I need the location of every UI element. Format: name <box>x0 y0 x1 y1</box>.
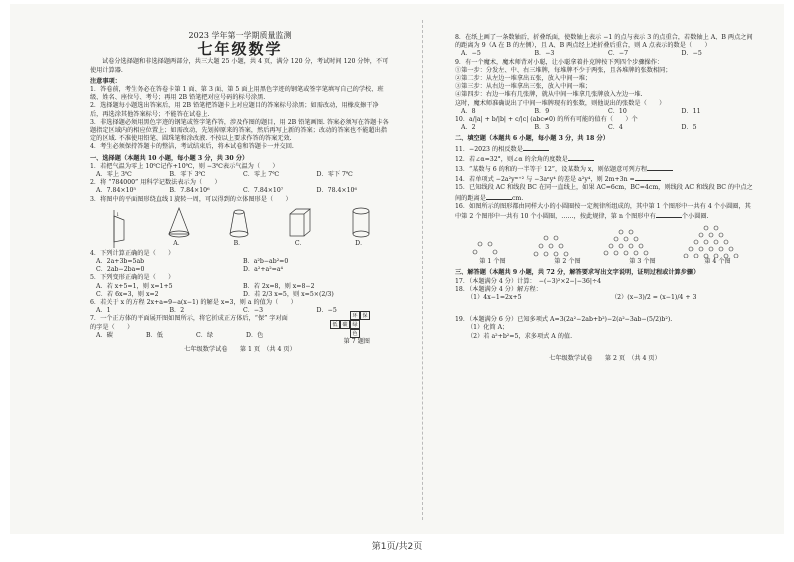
question-text: 10．a/|a| + b/|b| + c/|c| (abc≠0) 的所有可能的值有（ ）个 <box>455 116 638 124</box>
option-b: B．a²b−ab²=0 <box>243 258 289 266</box>
pattern-1-icon <box>470 238 500 258</box>
question-4 <box>90 250 390 275</box>
question-text: 7．一个正方体的平面展开图如图所示，将它折成正方体后，“保” 字对面的字是（ ） <box>90 315 288 331</box>
question-text: 6．若关于 x 的方程 2x+a=9−a(x−1) 的解是 x=3，则 a 的值为（ ） <box>90 299 297 307</box>
question-18: 18．（本题满分 4 分）解方程： <box>455 285 542 293</box>
exam-sheet <box>10 4 784 534</box>
option-d: D．色 <box>246 331 264 339</box>
option-a: A．若 x+5=1，则 x=1+5 <box>96 282 173 290</box>
option-c: C．若 6x=3，则 x=2 <box>96 290 159 298</box>
question-text: 13．“某数与 6 的和的一半等于 12”，设某数为 x，则依题意可列方程 <box>455 166 648 174</box>
notice-title: 注意事项： <box>90 77 121 85</box>
exam-subject-title: 七年级数学 <box>197 40 283 59</box>
net-cell: 低 <box>330 320 340 329</box>
question-text: 16．如图所示的图形都由同样大小的小圆圈按一定规律所组成的，其中第 1 个图形中一共有 4 个小圆圈，其中第 2 个图形中一共有 10 个小圆圈，……，按此规律，第 n 个图形中有 <box>455 202 751 221</box>
pattern-label: 第 1 个图 <box>479 258 506 266</box>
option-b: B．若 2x=8，则 x=8−2 <box>243 282 315 290</box>
pattern-2-icon <box>531 234 571 258</box>
question-text: 15．已知线段 AC 和线段 BC 在同一直线上，如果 AC=6cm，BC=4cm，则线段 AC 和线段 BC 的中点之间的距离是 <box>455 184 753 202</box>
page-divider <box>422 20 423 520</box>
option-d: D．零下 7℃ <box>316 171 353 179</box>
question-9 <box>455 59 755 116</box>
answer-blank <box>656 211 682 218</box>
option-b: B．−3 <box>534 50 555 58</box>
notice-4: 4．考生必须保持答题卡的整洁，考试结束后，将本试卷和答题卡一并交回. <box>90 143 294 151</box>
answer-blank <box>635 174 661 181</box>
option-a: A．2 <box>461 124 476 132</box>
option-d: D．11 <box>681 107 701 115</box>
answer-blank <box>647 164 673 171</box>
cube-net-figure <box>326 311 370 346</box>
option-c: C．10 <box>608 107 627 115</box>
question-19: 19．（本题满分 6 分）已知多项式 A=3(2a²−2ab+b²)−2(a²−3ab−(5/2)b²). <box>455 316 673 324</box>
option-a: A．7.84×10⁵ <box>96 187 136 195</box>
frustum-icon <box>227 206 251 240</box>
q19-part-2: （2）若 a²+b²=5，求多项式 A 的值. <box>467 332 573 340</box>
q19-part-1: （1）化简 A； <box>467 324 509 332</box>
page-footer: 七年级数学试卷 第 2 页 （共 4 页） <box>549 354 661 362</box>
answer-blank <box>523 144 549 151</box>
question-14 <box>455 174 755 184</box>
q18-part-2: （2）(x−3)/2 = (x−1)/4 + 3 <box>611 294 697 302</box>
rotation-shape-figure <box>108 210 130 248</box>
page-right <box>455 34 755 363</box>
step-3: ③第三步：从右边一堆拿出三张，放入中间一堆； <box>455 83 592 91</box>
option-d: D．−5 <box>681 50 702 58</box>
prism-icon <box>287 206 313 240</box>
option-c: C．2ab−2ba=0 <box>96 266 145 274</box>
net-cell: 碳 <box>340 320 350 329</box>
option-a: A．−5 <box>461 50 481 58</box>
question-13 <box>455 164 755 174</box>
question-text: 3．将图中的平面图形绕直线 l 旋转一周，可以得到的立体图形是（ ） <box>90 195 292 203</box>
svg-text:l: l <box>117 211 119 218</box>
option-b: B．零下 3℃ <box>169 171 206 179</box>
section-2-title: 二、填空题（本题共 6 小题，每小题 3 分，共 18 分） <box>455 135 609 143</box>
section-1-title: 一、选择题（本题共 10 小题，每小题 3 分，共 30 分） <box>90 154 249 162</box>
question-text: 12．若∠α=32°，则∠α 的余角的度数是 <box>455 155 568 163</box>
option-b: B．7.84×10⁶ <box>169 187 210 195</box>
question-11 <box>455 144 755 154</box>
question-10 <box>455 116 755 132</box>
cylinder-icon <box>350 206 372 240</box>
step-2: ②第二步：从左边一堆拿出五张，放入中间一堆； <box>455 75 592 83</box>
option-d: D．a²+a²=a⁴ <box>243 266 284 274</box>
q18-part-1: （1）4x−1=2x+5 <box>467 294 522 302</box>
question-end: 这时，魔术师准确说出了中间一堆牌现有的张数，则他说出的张数是（ ） <box>455 99 666 107</box>
option-label: D． <box>355 239 367 247</box>
notice-2: 2．选择题每小题选出答案后，用 2B 铅笔把答题卡上对应题目的答案标号涂黑；如需改动，用橡皮擦干净后，再选涂其他答案标号；不能答在试卷上. <box>90 102 379 118</box>
question-text: 1．若把气温为零上 10℃记作+10℃，则 −3℃表示气温为（ ） <box>90 162 279 170</box>
notice-3: 3．非选择题必须用黑色字迹的钢笔或签字笔作答，涉及作图的题目，用 2B 铅笔画图. 答案必须写在答题卡各题指定区域内的相应位置上；如需改动，先划掉原来的答案，然后再写上新的答案；改动的答案也不能超出指定的区域. 不准使用铅笔、圆珠笔和涂改液. 不按以上要求作答的答案无效. <box>90 118 389 143</box>
notice-1: 1．答卷前，考生务必在答卷卡第 1 面、第 3 面、第 5 面上用黑色字迹的钢笔或签字笔填写自己的学校、班级、姓名、座位号、考号；再用 2B 铅笔把对应号码的标号涂黑. <box>90 86 384 102</box>
page-footer: 七年级数学试卷 第 1 页 （共 4 页） <box>184 346 296 354</box>
question-text: 11．−2023 的相反数是 <box>455 145 523 153</box>
prism-option <box>287 206 313 248</box>
option-d: D．78.4×10⁶ <box>316 187 357 195</box>
page-left <box>90 4 390 354</box>
pattern-4-icon <box>682 224 740 258</box>
net-cell: 绿 <box>350 320 360 329</box>
pattern-label: 第 4 个图 <box>704 258 731 266</box>
question-text: 9．有一个魔术，魔术师背对小聪，让小聪拿着扑克牌按下列四个步骤操作： <box>455 58 664 66</box>
net-cell: 环 <box>350 311 360 320</box>
answer-blank <box>486 193 512 200</box>
pattern-label: 第 3 个图 <box>629 258 656 266</box>
option-c: C．4 <box>608 124 623 132</box>
question-17: 17．（本题满分 4 分）计算： −(−3)²×2−|−36|÷4 <box>455 277 602 285</box>
option-c: C．零上 7℃ <box>243 171 280 179</box>
option-a: A．碳 <box>96 331 113 339</box>
option-c: C．−7 <box>608 50 629 58</box>
option-a: A．1 <box>96 307 111 315</box>
option-b: B．9 <box>534 107 550 115</box>
cone-option <box>167 206 191 248</box>
question-15 <box>455 184 755 202</box>
question-1 <box>90 163 390 179</box>
circle-pattern-figure <box>455 224 755 258</box>
option-label: C． <box>294 239 306 247</box>
question-text: 2．将 “784000” 用科学记数法表示为（ ） <box>90 179 221 187</box>
question-text: 8．在纸上画了一条数轴后，折叠纸面，使数轴上表示 −1 的点与表示 3 的点重合，若数轴上 A、B 两点之间的距离为 9（A 在 B 的左侧），且 A、B 两点经上述折叠后重合，则 A 点表示的数是（ ） <box>455 34 753 50</box>
section-3-title: 三、解答题（本题共 9 小题，共 72 分，解答要求写出文字说明，证明过程或计算步骤） <box>455 269 700 277</box>
pattern-label: 第 2 个图 <box>554 258 581 266</box>
question-text: 5．下列变形正确的是（ ） <box>90 274 175 282</box>
question-text: 14．若单项式 −2a²yᵐ⁺² 与 −3aⁿy⁴ 的差是 a²y⁴，则 2m+3n = <box>455 176 635 184</box>
frustum-option <box>227 206 251 248</box>
option-d: D．−5 <box>316 307 337 315</box>
answer-blank <box>568 154 594 161</box>
unit-text: cm. <box>511 194 524 202</box>
step-4: ④第四步：右边一堆有几张牌，就从中间一堆拿几张牌放入左边一堆. <box>455 91 643 99</box>
option-label: A． <box>173 239 184 247</box>
page-indicator: 第1页/共2页 <box>0 534 794 562</box>
option-c: C．7.84×10⁷ <box>243 187 284 195</box>
option-d: D．若 2/3 x=5，则 x=5×(2/3) <box>243 290 334 298</box>
intro-text: 试卷分选择题和非选择题两部分，共三大题 25 小题，共 4 页，满分 120 分，考试时间 120 分钟，不可使用计算器. <box>90 58 389 74</box>
option-c: C．−3 <box>243 307 264 315</box>
step-1: ①第一步：分发左、中、右三堆牌，每堆牌不少于两张，且各堆牌的张数相同； <box>455 66 672 74</box>
figure-caption: 第 7 题图 <box>343 338 370 346</box>
question-12 <box>455 154 755 164</box>
question-7 <box>90 313 390 346</box>
cone-icon <box>167 206 191 240</box>
option-c: C．绿 <box>196 331 214 339</box>
pattern-3-icon <box>601 228 651 258</box>
exam-year-title: 2023 学年第一学期质量监测 <box>188 31 292 40</box>
unit-text: 个小圆圈. <box>681 213 709 221</box>
question-8 <box>455 34 755 59</box>
cylinder-option <box>350 206 372 248</box>
option-b: B．低 <box>146 331 163 339</box>
option-d: D．5 <box>681 124 697 132</box>
question-text: 4．下列计算正确的是（ ） <box>90 249 175 257</box>
question-2 <box>90 179 390 195</box>
question-16 <box>455 203 755 221</box>
solid-figures <box>90 206 390 248</box>
question-5 <box>90 274 390 299</box>
option-label: B． <box>233 239 245 247</box>
option-a: A．8 <box>461 107 476 115</box>
option-b: B．3 <box>534 124 550 132</box>
option-a: A．零上 3℃ <box>96 171 132 179</box>
option-b: B．2 <box>169 307 185 315</box>
net-cell: 保 <box>360 311 370 320</box>
net-cell: 色 <box>350 329 360 338</box>
option-a: A．2a+3b=5ab <box>96 258 145 266</box>
question-3 <box>90 196 390 248</box>
